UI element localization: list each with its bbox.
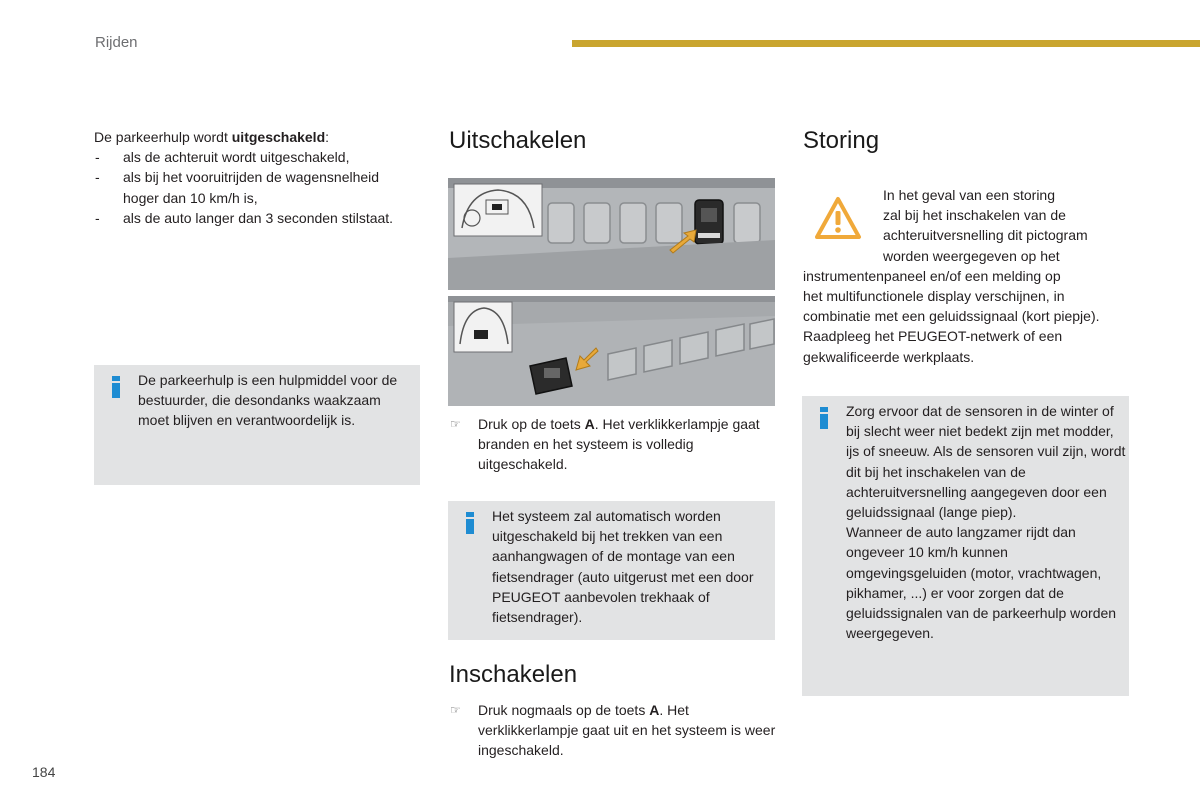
pointing-finger-icon: ☞ — [450, 703, 461, 717]
pointing-finger-icon: ☞ — [450, 417, 461, 431]
text-line: combinatie met een geluidssignaal (kort piepje). — [803, 308, 1100, 325]
text-line: achteruitversnelling dit pictogram — [883, 227, 1088, 244]
header-accent-bar — [572, 40, 1200, 47]
info-box-driver-responsibility — [94, 365, 420, 485]
button-key-label: A — [649, 702, 660, 718]
condition-list — [94, 147, 434, 228]
text-line: worden weergegeven op het — [883, 247, 1060, 264]
step-text: Druk nogmaals op de toets A. Het verklikkerlampje gaat uit en het systeem is weer ingeschakeld. — [478, 702, 776, 759]
malfunction-description — [803, 185, 1133, 367]
info-text: De parkeerhulp is een hulpmiddel voor de bestuurder, die desondanks waakzaam moet blijven en verantwoordelijk is. — [138, 372, 398, 429]
step-text: Druk op de toets A. Het verklikkerlampje gaat branden en het systeem is volledig uitgeschakeld. — [478, 416, 760, 473]
dashboard-photo-upper — [448, 178, 775, 290]
text-line: Raadpleeg het PEUGEOT-netwerk of een — [803, 328, 1063, 345]
button-key-label: A — [584, 416, 595, 432]
list-item: - als de achteruit wordt uitgeschakeld, — [94, 147, 434, 167]
info-paragraph: Wanneer de auto langzamer rijdt dan ongeveer 10 km/h kunnen omgevingsgeluiden (motor, vrachtwagen, pikhamer, ...) er voor zorgen dat de geluidssignalen van de parkeerhulp worden weergegeven. — [846, 524, 1117, 642]
page-number: 184 — [32, 764, 56, 780]
info-icon — [466, 512, 474, 534]
intro-sentence: De parkeerhulp wordt uitgeschakeld: — [94, 129, 330, 145]
section-title: Rijden — [95, 34, 138, 51]
info-box-auto-deactivation — [448, 501, 775, 640]
intro-emphasis: uitgeschakeld — [231, 129, 326, 145]
info-paragraph: Zorg ervoor dat de sensoren in de winter of bij slecht weer niet bedekt zijn met modder, ijs of sneeuw. Als de sensoren vuil zijn, wordt dit bij het inschakelen van de achteruitversnelling aangegeven door een geluidssignaal (lange piep). — [846, 403, 1126, 521]
text-line: In het geval van een storing — [883, 187, 1056, 203]
info-icon — [820, 407, 828, 429]
text-line: instrumentenpaneel en/of een melding op — [803, 267, 1061, 284]
text-line: gekwalificeerde werkplaats. — [803, 348, 975, 365]
heading-uitschakelen: Uitschakelen — [449, 127, 587, 154]
list-item: - als de auto langer dan 3 seconden stilstaat. — [94, 208, 434, 228]
deactivation-conditions — [94, 127, 434, 228]
info-text — [846, 401, 1126, 643]
heading-inschakelen: Inschakelen — [449, 661, 578, 688]
text-line: zal bij het inschakelen van de — [883, 207, 1066, 224]
list-item: - als bij het vooruitrijden de wagensnelheid hoger dan 10 km/h is, — [94, 167, 394, 207]
info-icon — [112, 376, 120, 398]
dashboard-photo-lower — [448, 296, 775, 406]
info-text: Het systeem zal automatisch worden uitgeschakeld bij het trekken van een aanhangwagen of de montage van een fietsendrager (auto uitgerust met een door PEUGEOT aanbevolen trekhaak of fietsendrager). — [492, 508, 754, 626]
heading-storing: Storing — [803, 127, 880, 154]
info-box-sensor-care — [802, 396, 1129, 696]
text-line: het multifunctionele display verschijnen, in — [803, 288, 1065, 305]
